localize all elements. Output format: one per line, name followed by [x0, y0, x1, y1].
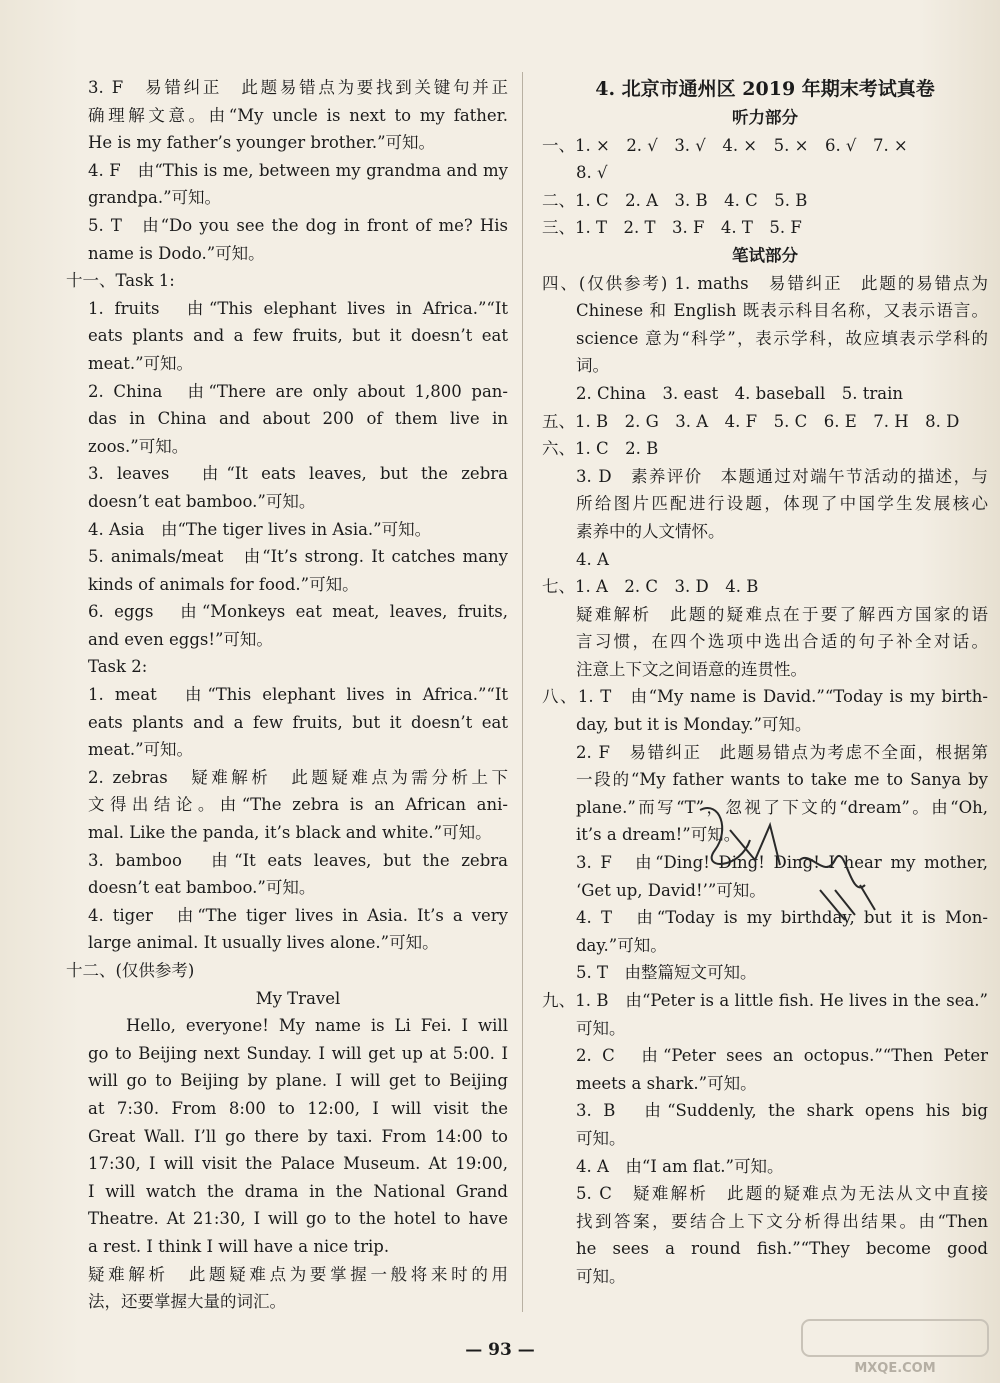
- text-line: 1. meat 由“This elephant lives in Africa.”“It: [88, 685, 508, 705]
- text-line: plane.”而写“T”，忽视了下文的“dream”。由“Oh,: [576, 797, 988, 817]
- text-line: zoos.”可知。: [88, 436, 189, 456]
- text-line: das in China and about 200 of them live in: [88, 409, 508, 429]
- text-line: 疑难解析 此题的疑难点在于要了解西方国家的语: [576, 604, 988, 624]
- section-subtitle: 听力部分: [732, 108, 798, 127]
- watermark-logo: [800, 1318, 990, 1378]
- text-line: 3. F 易错纠正 此题易错点为要找到关键句并正: [88, 78, 508, 97]
- text-line: eats plants and a few fruits, but it doesn’t eat: [88, 712, 508, 732]
- text-line: doesn’t eat bamboo.”可知。: [88, 878, 316, 898]
- text-line: 2. China 由“There are only about 1,800 pan-: [88, 381, 508, 401]
- text-line: meat.”可知。: [88, 353, 194, 373]
- text-line: 法，还要掌握大量的词汇。: [88, 1292, 286, 1312]
- text-line: 2. zebras 疑难解析 此题疑难点为需分析上下: [88, 767, 508, 787]
- essay-line: a rest. I think I will have a nice trip.: [88, 1236, 390, 1256]
- text-line: meets a shark.”可知。: [576, 1073, 757, 1093]
- text-line: mal. Like the panda, it’s black and white.”可知。: [88, 823, 492, 843]
- essay-line: go to Beijing next Sunday. I will get up at 5:00. I: [88, 1043, 508, 1063]
- text-line: 4. A: [576, 549, 609, 569]
- text-line: 可知。: [576, 1128, 626, 1148]
- text-line: 文得出结论。由“The zebra is an African ani-: [88, 795, 508, 815]
- page-number: — 93 —: [465, 1340, 535, 1360]
- essay-line: Hello, everyone! My name is Li Fei. I will: [126, 1016, 508, 1036]
- text-line: eats plants and a few fruits, but it doesn’t eat: [88, 326, 508, 346]
- text-line: 词。: [576, 356, 609, 376]
- text-line: day.”可知。: [576, 935, 667, 955]
- handwriting-scribble: [660, 790, 900, 930]
- text-line: 七、1. A 2. C 3. D 4. B: [542, 577, 759, 597]
- text-line: kinds of animals for food.”可知。: [88, 574, 359, 594]
- text-line: 确理解文意。由“My uncle is next to my father.: [88, 105, 508, 125]
- text-line: 可知。: [576, 1018, 626, 1038]
- text-line: 所给图片匹配进行设题，体现了中国学生发展核心: [576, 494, 988, 514]
- text-line: 八、1. T 由“My name is David.”“Today is my birth-: [542, 687, 988, 707]
- text-line: 注意上下文之间语意的连贯性。: [576, 659, 807, 679]
- text-line: 二、1. C 2. A 3. B 4. C 5. B: [542, 190, 808, 210]
- text-line: 3. F 由“Ding! Ding! Ding! I hear my mother,: [576, 853, 988, 873]
- text-line: 三、1. T 2. T 3. F 4. T 5. F: [542, 218, 802, 238]
- text-line: 5. C 疑难解析 此题的疑难点为无法从文中直接: [576, 1184, 988, 1204]
- essay-line: will go to Beijing by plane. I will get to Beijing: [88, 1071, 508, 1091]
- text-line: 五、1. B 2. G 3. A 4. F 5. C 6. E 7. H 8. D: [542, 411, 960, 431]
- text-line: 4. Asia 由“The tiger lives in Asia.”可知。: [88, 519, 432, 539]
- text-line: 疑难解析 此题疑难点为要掌握一般将来时的用: [88, 1264, 508, 1284]
- text-line: grandpa.”可知。: [88, 188, 222, 208]
- right-column: [542, 74, 988, 1291]
- text-line: 4. F 由“This is me, between my grandma and my: [88, 160, 508, 180]
- essay-line: 17:30, I will visit the Palace Museum. At 19:00,: [88, 1154, 508, 1174]
- text-line: 5. T 由整篇短文可知。: [576, 963, 757, 983]
- text-line: 四、(仅供参考) 1. maths 易错纠正 此题的易错点为: [542, 273, 988, 293]
- text-line: 8. √: [576, 163, 608, 183]
- section-heading: 十二、(仅供参考): [66, 961, 195, 980]
- text-line: 一、1. × 2. √ 3. √ 4. × 5. × 6. √ 7. ×: [542, 135, 908, 155]
- text-line: 3. B 由“Suddenly, the shark opens his big: [576, 1101, 988, 1121]
- text-line: 1. fruits 由“This elephant lives in Africa.”“It: [88, 298, 508, 318]
- essay-title: My Travel: [255, 988, 341, 1008]
- text-line: 5. animals/meat 由“It’s strong. It catches many: [88, 547, 508, 567]
- text-line: doesn’t eat bamboo.”可知。: [88, 491, 316, 511]
- text-line: name is Dodo.”可知。: [88, 243, 265, 263]
- text-line: Chinese 和 English 既表示科目名称，又表示语言。: [576, 301, 988, 321]
- column-divider: [522, 72, 523, 1312]
- text-line: 3. bamboo 由“It eats leaves, but the zebra: [88, 850, 508, 870]
- text-line: 5. T 由“Do you see the dog in front of me? His: [88, 215, 508, 235]
- text-line: 4. tiger 由“The tiger lives in Asia. It’s a very: [88, 905, 508, 925]
- text-line: he sees a round fish.”“They become good: [576, 1239, 988, 1259]
- essay-line: I will watch the drama in the National Grand: [88, 1181, 508, 1201]
- text-line: 素养中的人文情怀。: [576, 521, 725, 541]
- text-line: 3. D 素养评价 本题通过对端午节活动的描述，与: [576, 466, 988, 486]
- text-line: and even eggs!”可知。: [88, 629, 273, 649]
- text-line: 2. F 易错纠正 此题易错点为考虑不全面，根据第: [576, 742, 988, 762]
- essay-line: at 7:30. From 8:00 to 12:00, I will visit the: [88, 1098, 508, 1118]
- text-line: 六、1. C 2. B: [542, 439, 659, 459]
- text-line: large animal. It usually lives alone.”可知。: [88, 933, 439, 953]
- watermark-text: MXQE.COM: [854, 1361, 936, 1376]
- text-line: 2. China 3. east 4. baseball 5. train: [576, 383, 903, 403]
- text-line: 2. C 由“Peter sees an octopus.”“Then Peter: [576, 1046, 988, 1066]
- text-line: 4. T 由“Today is my birthday, but it is Mon-: [576, 908, 988, 928]
- text-line: 言习惯，在四个选项中选出合适的句子补全对话。: [576, 632, 988, 652]
- section-heading: 十一、Task 1:: [66, 271, 175, 291]
- exam-title: 4. 北京市通州区 2019 年期末考试真卷: [595, 78, 935, 100]
- text-line: He is my father’s younger brother.”可知。: [88, 133, 436, 153]
- section-heading: Task 2:: [88, 657, 148, 677]
- text-line: science 意为“科学”，表示学科，故应填表示学科的: [576, 328, 988, 348]
- essay-line: Theatre. At 21:30, I will go to the hotel to have: [88, 1209, 508, 1229]
- text-line: 九、1. B 由“Peter is a little fish. He lives in the sea.”: [542, 991, 988, 1010]
- text-line: day, but it is Monday.”可知。: [576, 715, 812, 735]
- text-line: 4. A 由“I am flat.”可知。: [576, 1156, 784, 1176]
- section-subtitle: 笔试部分: [732, 245, 798, 265]
- left-column: [66, 74, 508, 1316]
- text-line: meat.”可知。: [88, 740, 194, 760]
- text-line: 可知。: [576, 1266, 626, 1286]
- text-line: 3. leaves 由“It eats leaves, but the zebra: [88, 464, 508, 484]
- text-line: 一段的“My father wants to take me to Sanya by: [576, 770, 988, 790]
- essay-line: Great Wall. I’ll go there by taxi. From 14:00 to: [88, 1126, 508, 1146]
- text-line: it’s a dream!”可知。: [576, 825, 741, 845]
- text-line: ‘Get up, David!’”可知。: [576, 880, 766, 900]
- text-line: 找到答案，要结合上下文分析得出结果。由“Then: [576, 1211, 988, 1231]
- text-line: 6. eggs 由“Monkeys eat meat, leaves, fruits,: [88, 602, 508, 622]
